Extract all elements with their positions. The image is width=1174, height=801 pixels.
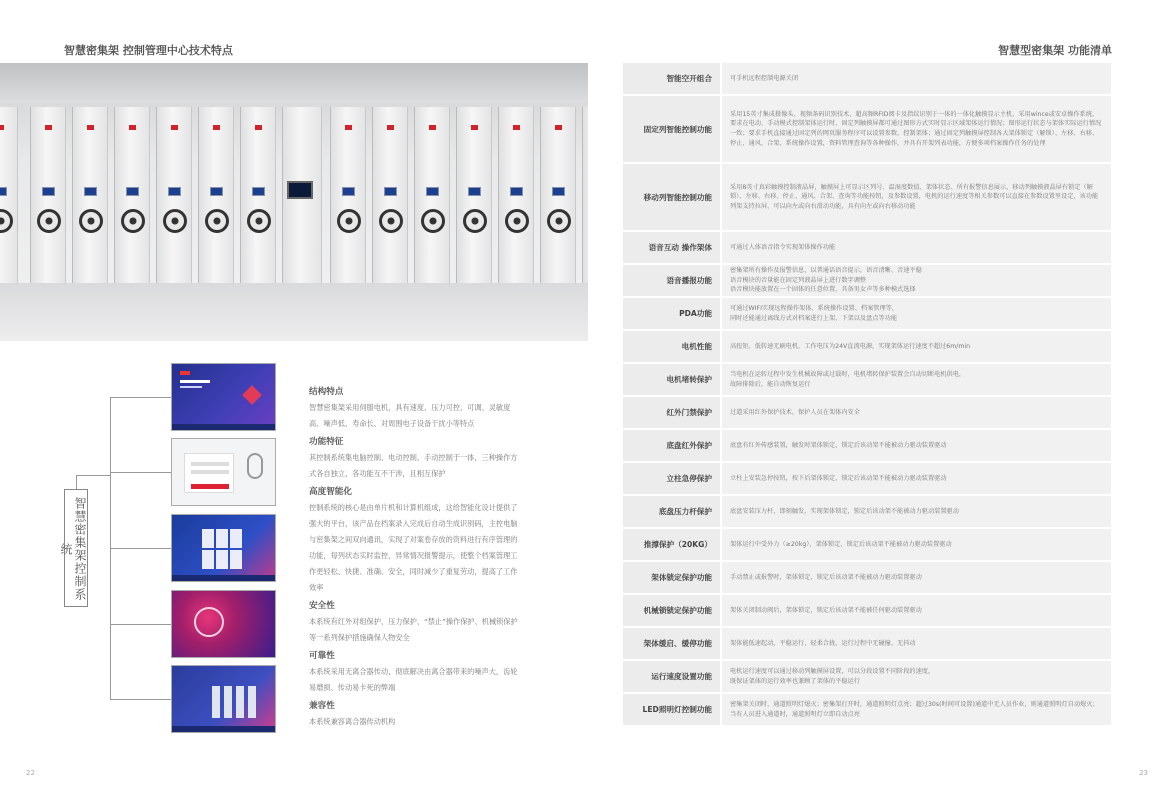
function-name: 语音播报功能 xyxy=(623,265,720,296)
function-description: 架体关闭制动阀后，架体锁定，锁定后该动架不能被任何驱动装置驱动 xyxy=(722,595,1111,626)
shelf-cabinet xyxy=(540,107,576,283)
table-row xyxy=(623,298,1111,329)
function-description: 底盘安装压力杆，即刻触发，实现架体锁定，锁定后该动架不能被动力驱动装置驱动 xyxy=(722,496,1111,527)
section-text: 控制系统的核心是由单片机和计算机组成，这给智能化设计提供了强大的平台，该产品在档案录入完成后自动生成识别码，主控电脑与密集架之间双向通讯，实现了对案卷存放的资料进行有序管理的功能，每列状态实时监控，异常情况报警提示，使整个档案管理工作更轻松、快捷、准确、安全，同时减少了重复劳动，提高了工作效率 xyxy=(309,503,518,592)
table-row xyxy=(623,463,1111,494)
tree-branch xyxy=(110,548,171,549)
function-description: 当电机在运转过程中发生机械故障或过载时，电机堵转保护装置会自动切断电机供电， 故障排除后，能自动恢复运行 xyxy=(722,364,1111,395)
screen-thumbnail-home xyxy=(171,363,276,431)
shelf-cabinet xyxy=(156,107,192,283)
function-name: 架体锁定保护功能 xyxy=(623,562,720,593)
shelf-cabinet xyxy=(582,107,588,283)
function-description: 手动禁止或报警时，架体锁定，锁定后该动架不能被动力驱动装置驱动 xyxy=(722,562,1111,593)
section-heading: 兼容性 xyxy=(309,701,335,711)
table-row xyxy=(623,595,1111,626)
shelving-photo xyxy=(0,63,588,341)
screen-thumbnail-status xyxy=(171,665,276,733)
function-name: 电机性能 xyxy=(623,331,720,362)
table-row xyxy=(623,96,1111,162)
handwheel-icon xyxy=(379,209,403,233)
function-table xyxy=(623,63,1111,727)
function-name: 底盘红外保护 xyxy=(623,430,720,461)
touch-screen xyxy=(287,181,313,199)
table-row xyxy=(623,694,1111,725)
screen-thumbnail-login xyxy=(171,438,276,506)
tree-branch xyxy=(110,472,171,473)
function-name: 语音互动 操作架体 xyxy=(623,232,720,263)
function-description: 高扭矩、低转速无刷电机，工作电压为24V直流电源，实现架体运行速度不超过6m/min xyxy=(722,331,1111,362)
function-description: 密集架所有操作及报警信息，以普通话语音提示，语音清晰、音速平稳 语音模块的音量能在固定列液晶屏上进行数字调整 语音模块能放置在一个固体的任意位置，具备男女声等多种模式选择 xyxy=(722,265,1111,296)
function-name: 架体缓启、缓停功能 xyxy=(623,628,720,659)
shelf-cabinet xyxy=(330,107,366,283)
function-description: 可通过WIFI实现远程操作架体、系统操作设置、档案管理等， 同时还能通过离线方式对档案进行上架、下架以及盘点等功能 xyxy=(722,298,1111,329)
page-number-right: 23 xyxy=(1139,769,1148,777)
function-description: 可通过人体语音指令实现架体操作功能 xyxy=(722,232,1111,263)
table-row xyxy=(623,529,1111,560)
function-name: 电机堵转保护 xyxy=(623,364,720,395)
fingerprint-icon xyxy=(247,453,263,479)
handwheel-icon xyxy=(505,209,529,233)
table-row xyxy=(623,496,1111,527)
function-description: 电机运行速度可以通过移动列触摸屏设置，可以分段设置不同阶段的速度， 既保证架体的运行效率也兼顾了架体的平稳运行 xyxy=(722,661,1111,692)
section-heading: 可靠性 xyxy=(309,651,335,661)
handwheel-icon xyxy=(247,209,271,233)
function-name: 立柱急停保护 xyxy=(623,463,720,494)
function-description: 过道采用红外保护技术，保护人员在架体内安全 xyxy=(722,397,1111,428)
table-row xyxy=(623,265,1111,296)
table-row xyxy=(623,63,1111,94)
feature-descriptions xyxy=(309,384,519,732)
table-row xyxy=(623,164,1111,230)
handwheel-icon xyxy=(163,209,187,233)
screen-thumbnail-control xyxy=(171,514,276,582)
left-page-title: 智慧密集架 控制管理中心技术特点 xyxy=(64,44,233,57)
handwheel-icon xyxy=(547,209,571,233)
handwheel-icon xyxy=(463,209,487,233)
function-name: PDA功能 xyxy=(623,298,720,329)
function-description: 密集架关闭时，通道照明灯熄灭；密集架打开时，通道照明灯点亮；超过30s(时间可设置)通道中无人员作业，则通道照明灯自动熄灭；当有人员进入通道时，通道照明灯立即自动点亮 xyxy=(722,694,1111,725)
function-name: 机械锁锁定保护功能 xyxy=(623,595,720,626)
handwheel-icon xyxy=(205,209,229,233)
tree-branch xyxy=(110,624,171,625)
function-description: 可手机远程控制电源关闭 xyxy=(722,63,1111,94)
section-text: 本系统采用无离合器传动，彻底解决由离合器带来的噪声大，齿轮易磨损、传动易卡死的弊端 xyxy=(309,667,518,692)
section-text: 智慧密集架采用伺服电机，具有速度、压力可控、可调、灵敏度高、噪声低、寿命长、对周围电子设备干扰小等特点 xyxy=(309,403,511,428)
table-row xyxy=(623,562,1111,593)
handwheel-icon xyxy=(421,209,445,233)
system-label-box: 智慧密集架控制系统 xyxy=(64,489,88,607)
section-heading: 功能特征 xyxy=(309,437,344,447)
handwheel-icon xyxy=(0,209,13,233)
function-name: LED照明灯控制功能 xyxy=(623,694,720,725)
shelf-cabinet xyxy=(198,107,234,283)
function-name: 移动列智能控制功能 xyxy=(623,164,720,230)
function-name: 固定列智能控制功能 xyxy=(623,96,720,162)
table-row xyxy=(623,661,1111,692)
table-row xyxy=(623,628,1111,659)
table-row xyxy=(623,397,1111,428)
function-name: 运行速度设置功能 xyxy=(623,661,720,692)
shelf-cabinet xyxy=(114,107,150,283)
function-description: 采用15英寸集成摄像头、视频条码识别技术、超高频RFID阅卡及指纹识别于一体的一体化触摸显示主机，采用wince或安卓操作系统，要求在电动、手动模式控制架体运行时，固定列触摸屏都可通过图形方式实时显示区域架体运行情况；图形运行状态与架体实际运行情况一致；要求手机直接通过固定列的网页服务程序可以设置参数、控制架体；通过固定列触摸屏控制各大架体锁定（解锁）、左移、右移、停止、通风、合架、系统操作设置，资料管理查询等各种操作，并具有开架列表功能，方便多项档案操作任务的处理 xyxy=(722,96,1111,162)
shelf-cabinet xyxy=(30,107,66,283)
section-heading: 安全性 xyxy=(309,601,335,611)
table-row xyxy=(623,331,1111,362)
shelf-cabinet xyxy=(240,107,276,283)
shelf-cabinet xyxy=(414,107,450,283)
table-row xyxy=(623,430,1111,461)
handwheel-icon xyxy=(79,209,103,233)
handwheel-icon xyxy=(37,209,61,233)
function-description: 底盘有红外传感装置，触发时架体锁定，锁定后该动架不能被动力驱动装置驱动 xyxy=(722,430,1111,461)
table-row xyxy=(623,364,1111,395)
shelf-cabinet xyxy=(456,107,492,283)
function-description: 采用8英寸真彩触摸控制液晶屏，触摸屏上可显示区列号、温湿度数值、架体状态、所有报警信息展示，移动列触摸液晶屏有锁定（解锁）、左移、右移、停止、通风、合架、查询等功能按钮，及参数设置，电机的运行速度等相关参数可以直接在参数设置里设定，该功能列架支持拉屏，可以向左或向右滑动功能，具有向左或向右移动功能 xyxy=(722,164,1111,230)
tree-branch xyxy=(110,397,171,398)
function-description: 架体能低速起动，平稳运行，轻柔合拢，运行过程中无碰撞、无抖动 xyxy=(722,628,1111,659)
section-text: 其控制系统集电脑控制、电动控制、手动控制于一体，三种操作方式各自独立，各功能互不干涉，且相互保护 xyxy=(309,453,518,478)
tree-connector xyxy=(76,475,110,476)
shelf-cabinet xyxy=(72,107,108,283)
right-page-title: 智慧型密集架 功能清单 xyxy=(998,44,1112,57)
section-text: 本系统兼容离合器传动机构 xyxy=(309,717,396,726)
function-name: 红外门禁保护 xyxy=(623,397,720,428)
function-name: 底盘压力杆保护 xyxy=(623,496,720,527)
shelf-cabinet xyxy=(0,107,18,283)
page-number-left: 22 xyxy=(26,769,35,777)
shelf-cabinet xyxy=(498,107,534,283)
function-name: 智能空开组合 xyxy=(623,63,720,94)
tree-branch xyxy=(110,699,171,700)
section-heading: 结构特点 xyxy=(309,387,344,397)
handwheel-icon xyxy=(121,209,145,233)
section-heading: 高度智能化 xyxy=(309,487,352,497)
table-row xyxy=(623,232,1111,263)
ceiling xyxy=(0,63,588,103)
function-name: 推撑保护（20KG） xyxy=(623,529,720,560)
handwheel-icon xyxy=(337,209,361,233)
screen-thumbnail-voice xyxy=(171,590,276,658)
function-description: 架体运行中受外力（≥20kg），架体锁定，锁定后该动架不能被动力驱动装置驱动 xyxy=(722,529,1111,560)
floor xyxy=(0,283,588,341)
shelf-cabinet xyxy=(372,107,408,283)
function-description: 立柱上安装急停按钮，按下后架体锁定，锁定后该动架不能被动力驱动装置驱动 xyxy=(722,463,1111,494)
tree-connector xyxy=(76,475,77,489)
section-text: 本系统有红外对组保护、压力保护、“禁止”操作保护、机械锁保护等一系列保护措施确保人物安全 xyxy=(309,617,518,642)
